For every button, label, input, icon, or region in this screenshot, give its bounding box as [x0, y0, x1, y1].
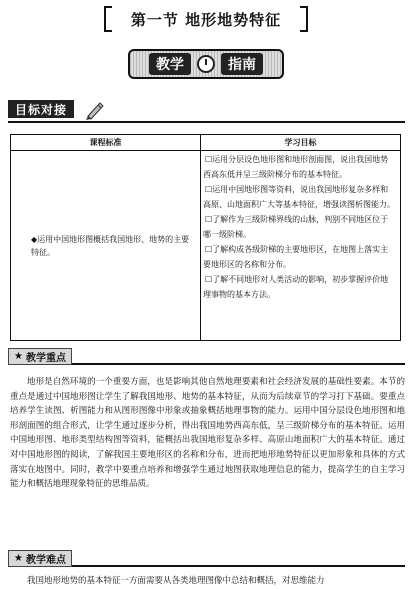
- difficulties-label-box: [8, 550, 72, 567]
- key-points-header: [8, 348, 405, 365]
- column-header-goals: 学习目标: [201, 135, 400, 151]
- standard-cell: [11, 151, 201, 340]
- difficulties-paragraph: 我国地形地势的基本特征一方面需要从各类地理图像中总结和概括，对思维能力: [27, 576, 325, 586]
- title-bracket-right: [300, 6, 308, 32]
- difficulties-title: 教学难点: [25, 555, 66, 566]
- key-points-title: 教学重点: [25, 353, 66, 364]
- objectives-rule: [8, 121, 405, 123]
- learning-goal: ☐了解作为三级阶梯界线的山脉，判别不同地区位于哪一级阶梯。: [203, 215, 389, 239]
- learning-goal: ☐运用分层设色地形图和地形剖面图，说出我国地势西高东低并呈三级阶梯分布的基本特征。: [203, 155, 389, 179]
- pencil-icon: [84, 100, 106, 120]
- section-title: 第一节 地形地势特征: [130, 11, 282, 29]
- teaching-guide-banner: [128, 49, 284, 79]
- clock-icon: [197, 55, 215, 73]
- star-icon: ★: [14, 553, 23, 564]
- section-title-box: [104, 6, 308, 32]
- column-header-standard: 课程标准: [11, 135, 201, 151]
- curriculum-standard-text: ◆运用中国地形图概括我国地形、地势的主要特征。: [31, 235, 190, 257]
- banner-label-right: 指南: [221, 53, 263, 75]
- learning-goal: ☐了解构成各级阶梯的主要地形区，在地图上落实主要地形区的名称和分布。: [203, 245, 389, 269]
- banner-label-left: 教学: [149, 53, 191, 75]
- key-points-paragraph: 地形是自然环境的一个重要方面，也是影响其他自然地理要素和社会经济发展的基础性要素。本节的重点是通过中国地形图让学生了解我国地形、地势的基本特征，从而为后续章节的学习打下基础。要重点培养学生读图、析图能力和从图形图像中形象或抽象概括地理事物的能力。运用中国分层设色地形图和地形剖面图的组合形式，让学生通过逐步分析，得出我国地势西高东低，呈三级阶梯分布的基本特征。运用中国地形图、地形类型结构图等资料，能概括出我国地形复杂多样、高原山地面积广大的基本特征。通过对中国地形图的阅读，了解我国主要地形区的名称和分布，进而把地形地势特征以更加形象和具体的方式落实在地图中。同时，教学中要重点培养和增强学生通过地图获取地理信息的能力，提高学生的自主学习能力和概括地理现象特征的思维品质。: [10, 377, 405, 490]
- objectives-header: 目标对接: [8, 100, 74, 118]
- objectives-table: [10, 134, 401, 341]
- learning-goal: ☐运用中国地形图等资料，说出我国地形复杂多样和高原、山地面积广大等基本特征，增强读图析图能力。: [203, 185, 395, 209]
- difficulties-header: [8, 550, 405, 567]
- learning-goal: ☐了解不同地形对人类活动的影响，初步掌握评价地理事物的基本方法。: [203, 275, 389, 299]
- star-icon: ★: [14, 351, 23, 362]
- key-points-label-box: [8, 348, 72, 365]
- goals-cell: [203, 153, 396, 303]
